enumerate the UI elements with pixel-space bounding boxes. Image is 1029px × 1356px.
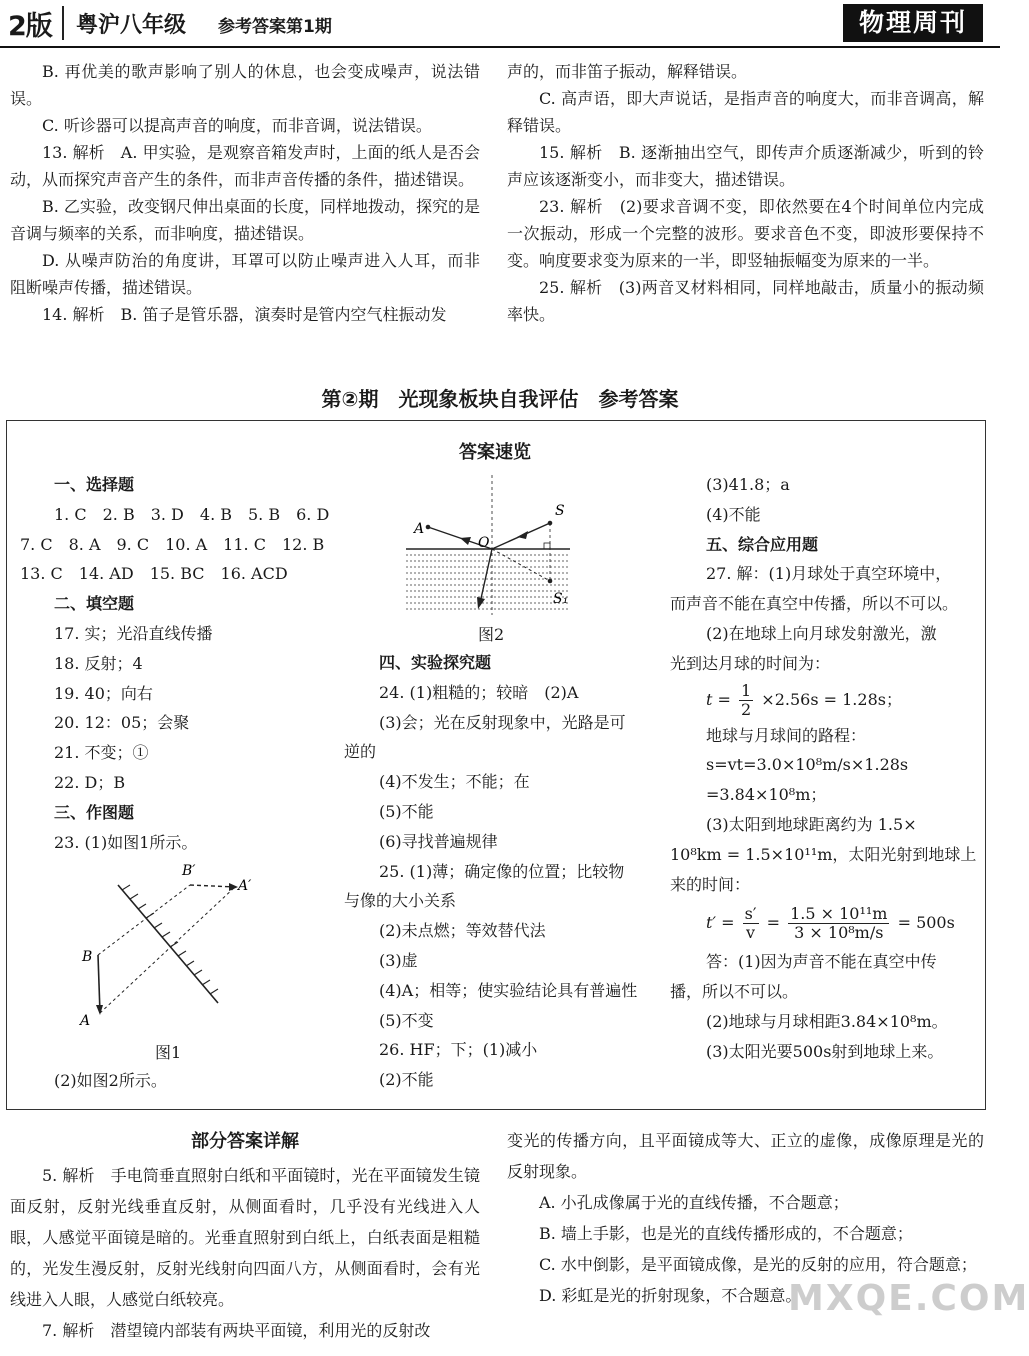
answer-line: (3)虚 bbox=[379, 950, 418, 970]
answer-line: 7. C 8. A 9. C 10. A 11. C 12. B bbox=[20, 534, 325, 554]
section-title: 第②期 光现象板块自我评估 参考答案 bbox=[321, 387, 679, 411]
section-heading: 四、实验探究题 bbox=[379, 653, 492, 672]
answer-line: (4)A；相等；使实验结论具有普遍性 bbox=[379, 980, 638, 1000]
paragraph: 13. 解析 A. 甲实验，是观察音箱发声时，上面的纸人是否会动，从而探究声音产生的条件，而非声音传播的条件，描述错误。 bbox=[10, 143, 480, 189]
answer-line: 而声音不能在真空中传播，所以不可以。 bbox=[670, 594, 959, 614]
formula-rhs: ×2.56s = 1.28s； bbox=[761, 689, 902, 709]
arrow-head bbox=[229, 883, 238, 891]
paragraph: 5. 解析 手电筒垂直照射白纸和平面镜时，光在平面镜发生镜面反射，反射光线垂直反射，从侧面看时，几乎没有光线进入人眼，人感觉平面镜是暗的。光垂直照射到白纸上，白纸表面是粗糙的，光发生漫反射，反射光线射向四面八方，从侧面看时，会有光线进入人眼，人感觉白纸较亮。 bbox=[10, 1166, 480, 1309]
section-heading: 二、填空题 bbox=[54, 594, 135, 614]
paragraph: 15. 解析 B. 逐渐抽出空气，即传声介质逐渐减少，听到的铃声应该逐渐变小，而非变大，描述错误。 bbox=[507, 143, 984, 189]
answer-line: 播，所以不可以。 bbox=[670, 982, 799, 1002]
refracted-ray bbox=[480, 549, 492, 603]
answer-line: 答：(1)因为声音不能在真空中传 bbox=[706, 952, 937, 972]
answer-line: 17. 实；光沿直线传播 bbox=[54, 623, 213, 643]
answer-column-2 bbox=[344, 648, 654, 1095]
answer-line: (3)41.8；a bbox=[706, 475, 790, 494]
section-heading: 一、选择题 bbox=[54, 475, 135, 494]
paragraph: 变光的传播方向，且平面镜成等大、正立的虚像，成像原理是光的反射现象。 bbox=[507, 1131, 984, 1181]
section-heading: 五、综合应用题 bbox=[706, 534, 819, 554]
bottom-left-column bbox=[10, 1160, 480, 1346]
paragraph: D. 彩虹是光的折射现象，不合题意。 bbox=[539, 1286, 802, 1305]
label-b-prime: B′ bbox=[182, 863, 196, 879]
answer-line: 10⁸km = 1.5×10¹¹m，太阳光射到地球上 bbox=[670, 844, 977, 864]
answer-line: 24. (1)粗糙的；较暗 (2)A bbox=[379, 682, 579, 702]
answer-line: (2)如图2所示。 bbox=[54, 1071, 167, 1090]
answer-line: 逆的 bbox=[344, 742, 377, 762]
paragraph: C. 听诊器可以提高声音的响度，而非音调，说法错误。 bbox=[42, 116, 432, 135]
construction-line bbox=[98, 885, 190, 955]
label-s1: S₁ bbox=[553, 591, 569, 607]
answer-line: 20. 12：05；会聚 bbox=[54, 713, 190, 733]
label-a-prime: A′ bbox=[238, 878, 252, 894]
answer-line: 26. HF；下；(1)减小 bbox=[379, 1040, 538, 1060]
paragraph: B. 墙上手影，也是光的直线传播形成的，不合题意； bbox=[539, 1224, 913, 1243]
answer-line: (3)会；光在反射现象中，光路是可 bbox=[379, 712, 626, 732]
equals-sign: = bbox=[766, 913, 780, 933]
formula-rhs: = 500s bbox=[897, 913, 955, 933]
details-title: 部分答案详解 bbox=[191, 1131, 299, 1152]
answer-line: (2)不能 bbox=[379, 1070, 434, 1090]
object-arrow bbox=[98, 955, 100, 1013]
answer-line: (4)不能 bbox=[706, 504, 761, 524]
answer-line: (2)未点燃；等效替代法 bbox=[379, 921, 546, 941]
paragraph: B. 乙实验，改变钢尺伸出桌面的长度，同样地拨动，探究的是音调与频率的关系，而非响度，描述错误。 bbox=[10, 197, 480, 243]
answer-line: (4)不发生；不能；在 bbox=[379, 772, 530, 792]
answer-line: 23. (1)如图1所示。 bbox=[54, 832, 198, 852]
paragraph: A. 小孔成像属于光的直线传播，不合题意； bbox=[539, 1193, 849, 1212]
label-s: S bbox=[555, 503, 565, 519]
answer-line: (5)不能 bbox=[379, 801, 434, 821]
fraction bbox=[743, 905, 759, 942]
answer-line: 19. 40；向右 bbox=[54, 683, 153, 703]
denominator: 2 bbox=[741, 699, 752, 719]
answer-line: (3)太阳到地球距离约为 1.5× bbox=[706, 814, 917, 834]
numerator: 1 bbox=[741, 680, 752, 700]
brand-logo: 物理周刊 bbox=[843, 4, 983, 42]
answer-line: s=vt=3.0×10⁸m/s×1.28s bbox=[706, 755, 909, 775]
answer-box-title: 答案速览 bbox=[459, 442, 531, 463]
formula-time-moon bbox=[670, 679, 980, 721]
label-b: B bbox=[82, 949, 93, 965]
figure-1-diagram bbox=[70, 855, 300, 1035]
answer-column-3 bbox=[670, 470, 980, 1067]
answer-line: (3)太阳光要500s射到地球上来。 bbox=[706, 1041, 944, 1061]
paragraph: 14. 解析 B. 笛子是管乐器，演奏时是管内空气柱振动发 bbox=[42, 305, 447, 324]
fraction bbox=[788, 905, 889, 942]
image-arrow bbox=[190, 885, 235, 887]
denominator: v bbox=[746, 923, 756, 943]
answer-line: 来的时间： bbox=[670, 874, 751, 894]
answer-line: =3.84×10⁸m； bbox=[706, 785, 827, 805]
top-right-column bbox=[507, 58, 984, 328]
arrow-head bbox=[96, 1005, 103, 1015]
top-left-column bbox=[10, 58, 480, 328]
answer-column-1 bbox=[20, 470, 340, 857]
paragraph: 声的，而非笛子振动，解释错误。 bbox=[507, 62, 748, 81]
answer-line: 1. C 2. B 3. D 4. B 5. B 6. D bbox=[54, 504, 330, 524]
answer-line: 13. C 14. AD 15. BC 16. ACD bbox=[20, 564, 288, 584]
right-angle-mark bbox=[544, 543, 550, 549]
figure-1-caption: 图1 bbox=[155, 1043, 182, 1062]
watermark: MXQE.COM bbox=[788, 1278, 1029, 1319]
construction-line bbox=[100, 887, 235, 1013]
answer-line: 光到达月球的时间为： bbox=[670, 653, 831, 673]
paragraph: D. 从噪声防治的角度讲，耳罩可以防止噪声进入人耳，而非阻断噪声传播，描述错误。 bbox=[10, 251, 480, 297]
answer-line: 25. (1)薄；确定像的位置；比较物 bbox=[379, 861, 625, 881]
virtual-ray bbox=[492, 549, 550, 581]
answer-line: 21. 不变；① bbox=[54, 743, 149, 763]
arrow-head bbox=[460, 537, 471, 545]
answer-line: (2)地球与月球相距3.84×10⁸m。 bbox=[706, 1011, 948, 1031]
answer-line: 地球与月球间的路程： bbox=[706, 725, 867, 745]
paragraph: 7. 解析 潜望镜内部装有两块平面镜，利用光的反射改 bbox=[42, 1321, 431, 1340]
formula-lhs: t′ = bbox=[706, 913, 735, 933]
numerator: s′ bbox=[744, 904, 757, 924]
label-a: A bbox=[80, 1013, 91, 1029]
paragraph: 25. 解析 (3)两音叉材料相同，同样地敲击，质量小的振动频率快。 bbox=[507, 278, 984, 324]
water-surface-pattern bbox=[406, 555, 570, 609]
formula-lhs: t = bbox=[706, 689, 731, 709]
grade-label: 粤沪八年级 bbox=[76, 13, 187, 38]
fraction bbox=[739, 682, 753, 719]
figure-2-caption: 图2 bbox=[478, 625, 505, 644]
label-a: A bbox=[414, 521, 425, 537]
formula-time-sun bbox=[670, 899, 980, 947]
label-o: O bbox=[478, 535, 490, 551]
section-heading: 三、作图题 bbox=[54, 802, 135, 822]
answer-line: 22. D；B bbox=[54, 772, 126, 792]
paragraph: B. 再优美的歌声影响了别人的休息，也会变成噪声，说法错误。 bbox=[10, 62, 480, 108]
answer-line: (5)不变 bbox=[379, 1010, 434, 1030]
denominator: 3 × 10⁸m/s bbox=[794, 923, 884, 943]
header-divider bbox=[62, 6, 64, 40]
mirror-line bbox=[118, 885, 218, 1003]
answer-line: (6)寻找普遍规律 bbox=[379, 831, 498, 851]
mirror-hatching bbox=[122, 885, 218, 994]
answer-line: 18. 反射；4 bbox=[54, 653, 143, 673]
numerator: 1.5 × 10¹¹m bbox=[790, 904, 888, 924]
period-label: 参考答案第1期 bbox=[218, 17, 332, 37]
answer-line: (2)在地球上向月球发射激光，激 bbox=[706, 623, 937, 643]
header-rule bbox=[0, 46, 1000, 48]
paragraph: C. 水中倒影，是平面镜成像，是光的反射的应用，符合题意； bbox=[539, 1255, 977, 1274]
paragraph: C. 高声语，即大声说话，是指声音的响度大，而非音调高，解释错误。 bbox=[507, 89, 984, 135]
paragraph: 23. 解析 (2)要求音调不变，即依然要在4个时间单位内完成一次振动，形成一个完整的波形。要求音色不变，即波形要保持不变。响度要求变为原来的一半，即竖轴振幅变为原来的一半。 bbox=[507, 197, 984, 270]
edition-label: 2版 bbox=[8, 11, 52, 42]
answer-line: 27. 解：(1)月球处于真空环境中， bbox=[706, 564, 952, 584]
answer-line: 与像的大小关系 bbox=[344, 891, 457, 911]
figure-2-diagram bbox=[400, 475, 580, 620]
